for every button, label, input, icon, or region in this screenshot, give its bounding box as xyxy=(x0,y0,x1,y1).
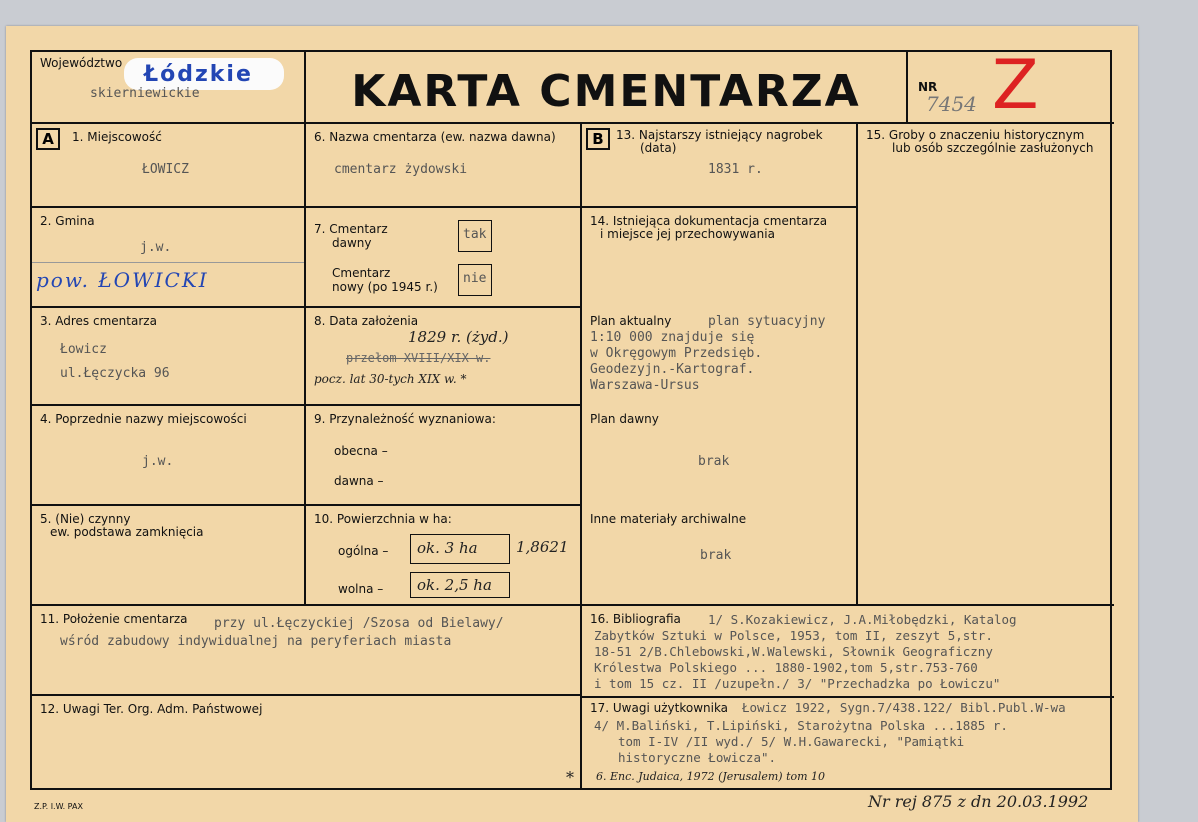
field-9-przynaleznosc xyxy=(306,406,582,506)
field-5-label1: 5. (Nie) czynny xyxy=(40,512,131,526)
plan-aktualny-line-4: Warszawa-Ursus xyxy=(590,378,700,393)
plan-aktualny-line-3: Geodezyjn.-Kartograf. xyxy=(590,362,755,377)
cemetery-card xyxy=(6,26,1138,822)
field-4-label: 4. Poprzednie nazwy miejscowości xyxy=(40,412,247,426)
field-14-dokumentacja xyxy=(582,208,858,606)
field-7-label2: dawny xyxy=(332,236,372,250)
field-10-wolna-value: ok. 2,5 ha xyxy=(417,576,492,594)
nr-cell xyxy=(908,46,1114,125)
wojewodztwo-label: Województwo xyxy=(40,56,123,70)
field-6-label: 6. Nazwa cmentarza (ew. nazwa dawna) xyxy=(314,130,556,144)
field-4-value: j.w. xyxy=(142,454,174,469)
title-cell xyxy=(306,52,908,124)
field-8-hand2: pocz. lat 30-tych XIX w. * xyxy=(314,372,467,386)
field-7-box1-value: tak xyxy=(463,227,487,242)
bib-line-8: historyczne Łowicza". xyxy=(618,750,777,765)
field-10-powierzchnia xyxy=(306,506,582,606)
field-10-extra: 1,8621 xyxy=(516,538,569,556)
field-2-gmina xyxy=(32,208,306,308)
plan-dawny-label: Plan dawny xyxy=(590,412,659,426)
field-13-value: 1831 r. xyxy=(708,162,763,177)
field-3-label: 3. Adres cmentarza xyxy=(40,314,157,328)
field-10-label: 10. Powierzchnia w ha: xyxy=(314,512,452,526)
plan-aktualny-line-1: 1:10 000 znajduje się xyxy=(590,330,755,345)
field-17-divider xyxy=(582,696,1114,698)
field-1-label: 1. Miejscowość xyxy=(72,130,162,144)
wojewodztwo-stamp: Łódzkie xyxy=(144,62,253,87)
field-5-czynny xyxy=(32,506,306,606)
wojewodztwo-typed: skierniewickie xyxy=(90,86,200,101)
bib-line-5: Łowicz 1922, Sygn.7/438.122/ Bibl.Publ.W-wa xyxy=(742,700,1066,715)
registration-note: Nr rej 875 z dn 20.03.1992 xyxy=(868,792,1089,811)
page-title: KARTA CMENTARZA xyxy=(351,66,861,117)
field-7-label1: 7. Cmentarz xyxy=(314,222,388,236)
field-9-obecna: obecna – xyxy=(334,444,388,458)
field-7-label3: Cmentarz xyxy=(332,266,391,280)
field-3-line1: Łowicz xyxy=(60,342,107,357)
field-2-divider xyxy=(32,262,304,263)
bib-line-0: 1/ S.Kozakiewicz, J.A.Miłobędzki, Katalog xyxy=(708,612,1017,627)
field-7-label4: nowy (po 1945 r.) xyxy=(332,280,438,294)
bib-handwritten: 6. Enc. Judaica, 1972 (Jerusalem) tom 10 xyxy=(596,770,826,783)
bib-line-2: 18-51 2/B.Chlebowski,W.Walewski, Słownik Geograficzny xyxy=(594,644,993,659)
bib-line-1: Zabytków Sztuki w Polsce, 1953, tom II, zeszyt 5,str. xyxy=(594,628,993,643)
field-2-value: j.w. xyxy=(140,240,172,255)
field-8-data-zalozenia xyxy=(306,308,582,406)
field-2-label: 2. Gmina xyxy=(40,214,95,228)
field-6-nazwa xyxy=(306,124,582,208)
plan-dawny-value: brak xyxy=(698,454,730,469)
nr-letter: Z xyxy=(992,46,1039,125)
field-9-dawna: dawna – xyxy=(334,474,384,488)
field-15-groby xyxy=(858,124,1114,606)
form-frame xyxy=(30,46,1112,790)
field-10-wolna-label: wolna – xyxy=(338,582,384,596)
inne-label: Inne materiały archiwalne xyxy=(590,512,747,526)
nr-label: NR xyxy=(918,80,938,94)
field-1-value: ŁOWICZ xyxy=(142,162,189,177)
field-7-box1 xyxy=(458,220,492,252)
nr-value: 7454 xyxy=(926,92,977,116)
bib-line-7: tom I-IV /II wyd./ 5/ W.H.Gawarecki, "Pamiątki xyxy=(618,734,965,749)
field-12-label: 12. Uwagi Ter. Org. Adm. Państwowej xyxy=(40,702,263,716)
plan-aktualny-line-2: w Okręgowym Przedsięb. xyxy=(590,346,763,361)
field-8-hand1: 1829 r. (żyd.) xyxy=(408,328,509,346)
field-7-box2 xyxy=(458,264,492,296)
field-12-uwagi xyxy=(32,696,582,790)
field-2-handwritten: pow. ŁOWICKI xyxy=(36,268,209,292)
bib-line-4: i tom 15 cz. II /uzupełn./ 3/ "Przechadzka po Łowiczu" xyxy=(594,676,1001,691)
field-13-nagrobek xyxy=(582,124,858,208)
plan-aktualny-line-0: plan sytuacyjny xyxy=(708,314,826,329)
field-11-line2: wśród zabudowy indywidualnej na peryferiach miasta xyxy=(60,634,452,649)
plan-aktualny-label: Plan aktualny xyxy=(590,314,672,328)
field-14-label2: i miejsce jej przechowywania xyxy=(600,227,775,241)
field-7-cmentarz xyxy=(306,208,582,308)
field-17-label: 17. Uwagi użytkownika xyxy=(590,701,729,715)
field-16-label: 16. Bibliografia xyxy=(590,612,681,626)
field-13-label1: 13. Najstarszy istniejący nagrobek xyxy=(616,128,823,142)
section-b-badge: B xyxy=(586,128,610,150)
field-14-label1: 14. Istniejąca dokumentacja cmentarza xyxy=(590,214,828,228)
asterisk-mark: * xyxy=(566,768,574,787)
inne-value: brak xyxy=(700,548,732,563)
bib-line-6: 4/ M.Baliński, T.Lipiński, Starożytna Polska ...1885 r. xyxy=(594,718,1008,733)
field-3-adres xyxy=(32,308,306,406)
field-8-struck: przełom XVIII/XIX w. xyxy=(346,351,491,365)
field-15-label1: 15. Groby o znaczeniu historycznym xyxy=(866,128,1085,142)
field-11-polozenie xyxy=(32,606,582,696)
field-5-label2: ew. podstawa zamknięcia xyxy=(50,525,204,539)
field-7-box2-value: nie xyxy=(463,271,487,286)
field-4-poprzednie xyxy=(32,406,306,506)
field-10-ogolna-value: ok. 3 ha xyxy=(417,539,478,557)
printer-mark: Z.P. I.W. PAX xyxy=(34,802,83,811)
field-11-line1: przy ul.Łęczyckiej /Szosa od Bielawy/ xyxy=(214,616,504,631)
field-8-label: 8. Data założenia xyxy=(314,314,419,328)
field-11-label: 11. Położenie cmentarza xyxy=(40,612,188,626)
bib-line-3: Królestwa Polskiego ... 1880-1902,tom 5,str.753-760 xyxy=(594,660,978,675)
field-15-label2: lub osób szczególnie zasłużonych xyxy=(892,141,1094,155)
field-10-ogolna-box xyxy=(410,534,510,564)
field-13-label2: (data) xyxy=(640,141,677,155)
wojewodztwo-cell xyxy=(32,52,306,124)
field-6-value: cmentarz żydowski xyxy=(334,162,468,177)
field-1-miejscowosc xyxy=(32,124,306,208)
field-3-line2: ul.Łęczycka 96 xyxy=(60,366,170,381)
field-16-bibliografia xyxy=(582,606,1114,790)
field-10-wolna-box xyxy=(410,572,510,598)
field-9-label: 9. Przynależność wyznaniowa: xyxy=(314,412,496,426)
section-a-badge: A xyxy=(36,128,60,150)
field-10-ogolna-label: ogólna – xyxy=(338,544,389,558)
